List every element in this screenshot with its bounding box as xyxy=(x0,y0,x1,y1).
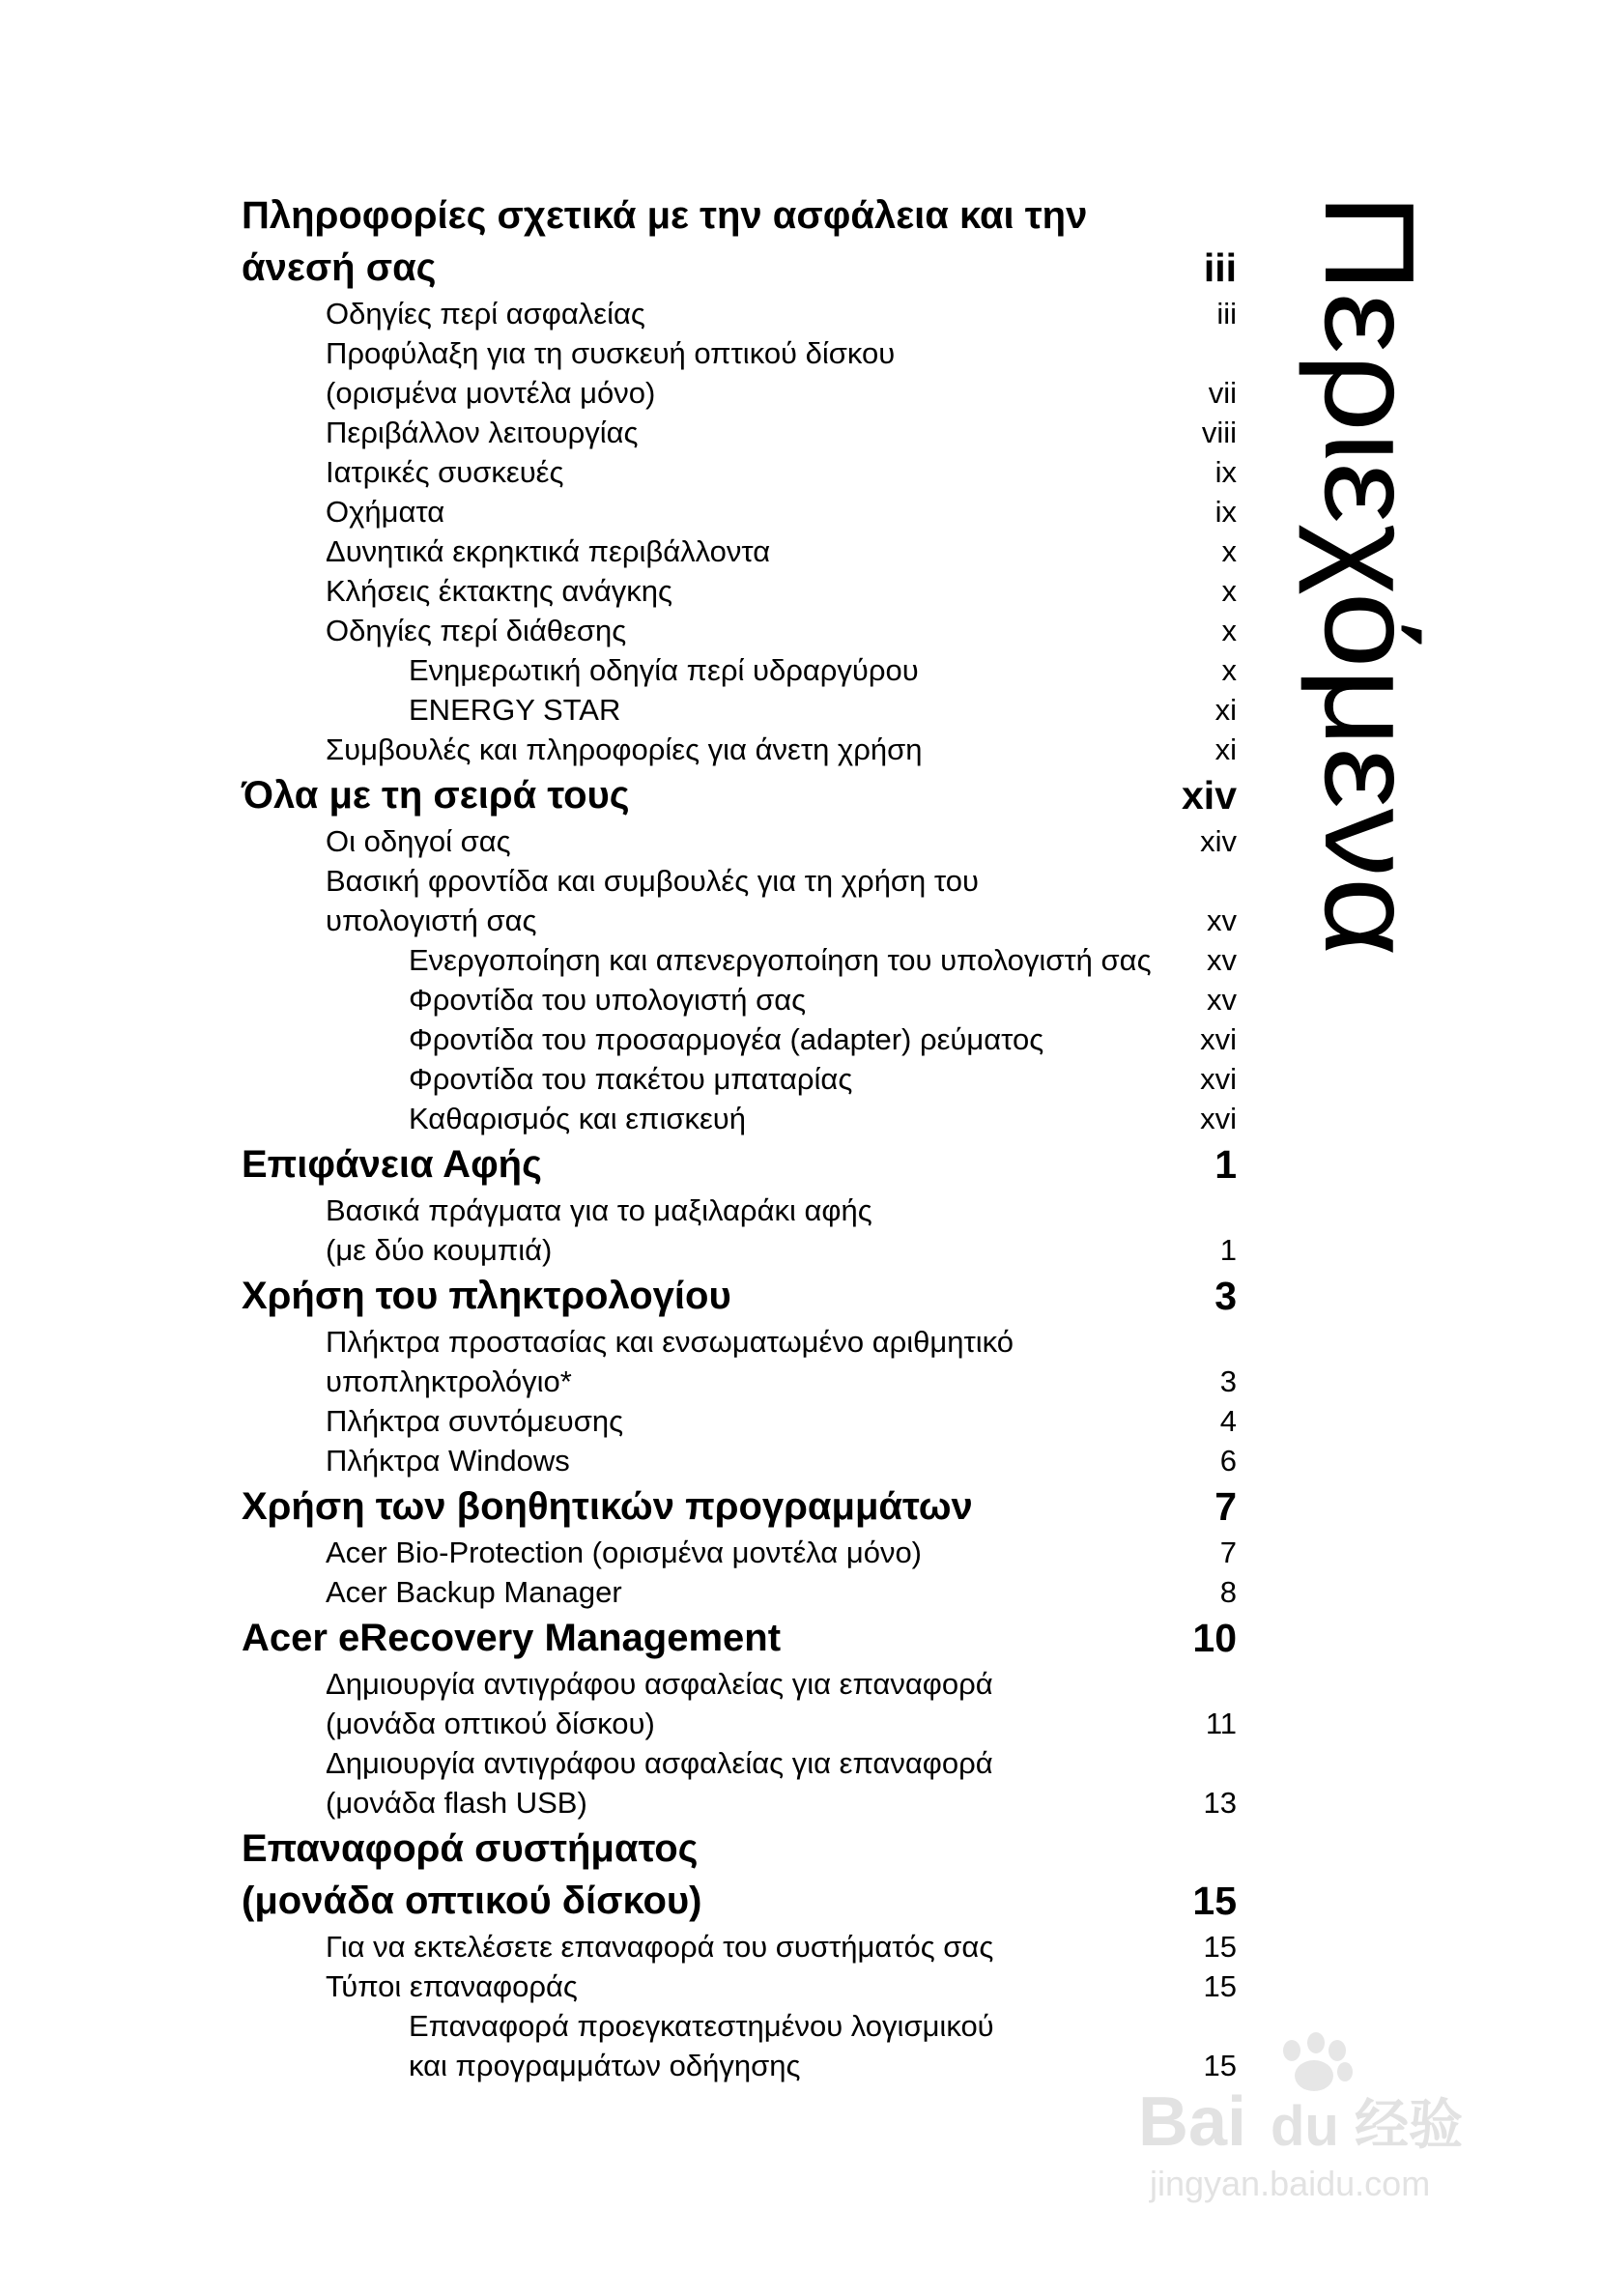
toc-page-number: xiv xyxy=(1182,773,1237,818)
toc-chapter[interactable] xyxy=(242,242,1237,294)
toc-page-number: 11 xyxy=(1205,1707,1237,1740)
toc-entry-title: Ιατρικές συσκευές xyxy=(326,455,564,489)
toc-entry-title: (ορισμένα μοντέλα μόνο) xyxy=(326,376,656,410)
toc-page-number: xv xyxy=(1207,904,1237,937)
toc-entry-title: Οδηγίες περί διάθεσης xyxy=(326,614,627,647)
toc-subsection[interactable] xyxy=(242,1019,1237,1059)
toc-entry-title: άνεσή σας xyxy=(242,246,437,289)
toc-entry-line: Βασική φροντίδα και συμβουλές για τη χρήση του xyxy=(326,864,979,898)
toc-page-number: 8 xyxy=(1219,1575,1237,1609)
toc-entry-title: υπολογιστή σας xyxy=(326,904,537,937)
toc-subsection[interactable] xyxy=(242,650,1237,690)
toc-entry-title: Επιφάνεια Αφής xyxy=(242,1143,542,1186)
toc-section[interactable] xyxy=(242,1783,1237,1822)
toc-page-number: xvi xyxy=(1200,1062,1237,1096)
toc-entry-title: Οχήματα xyxy=(326,495,445,529)
toc-page-number: ix xyxy=(1214,495,1237,529)
toc-entry-title: Περιβάλλον λειτουργίας xyxy=(326,416,639,449)
toc-entry-line: Βασικά πράγματα για το μαξιλαράκι αφής xyxy=(326,1193,872,1227)
toc-subsection[interactable] xyxy=(242,980,1237,1019)
toc-section[interactable] xyxy=(242,1362,1237,1401)
toc-entry-title: Χρήση του πληκτρολογίου xyxy=(242,1275,731,1317)
watermark-brand: Bai xyxy=(1138,2083,1247,2161)
toc-page-number: 1 xyxy=(1214,1142,1237,1187)
toc-section[interactable] xyxy=(242,1533,1237,1572)
toc-entry-line: Πλήκτρα προστασίας και ενσωματωμένο αριθμητικό xyxy=(326,1325,1014,1359)
toc-page-number: 15 xyxy=(1203,2049,1237,2082)
toc-page-number: xi xyxy=(1214,693,1237,727)
toc-entry-title: Για να εκτελέσετε επαναφορά του συστήματός σας xyxy=(326,1930,994,1964)
toc-entry-title: Οι οδηγοί σας xyxy=(326,824,511,858)
toc-entry-title: Συμβουλές και πληροφορίες για άνετη χρήση xyxy=(326,732,923,766)
toc-page-number: 15 xyxy=(1203,1969,1237,2003)
toc-entry-title: Ενεργοποίηση και απενεργοποίηση του υπολογιστή σας xyxy=(409,943,1152,977)
toc-page-number: 3 xyxy=(1214,1274,1237,1318)
toc-entry-title: Τύποι επαναφοράς xyxy=(326,1969,578,2003)
toc-entry-title: Acer Backup Manager xyxy=(326,1575,622,1609)
toc-page-number: 6 xyxy=(1219,1444,1237,1478)
toc-chapter[interactable] xyxy=(242,1270,1237,1322)
toc-entry-title: Πλήκτρα Windows xyxy=(326,1444,570,1478)
toc-section[interactable] xyxy=(242,1441,1237,1480)
toc-subsection[interactable] xyxy=(242,2046,1237,2085)
toc-entry-line: Πληροφορίες σχετικά με την ασφάλεια και την xyxy=(242,194,1088,237)
toc-section[interactable] xyxy=(242,821,1237,861)
toc-entry-line: Επαναφορά προεγκατεστημένου λογισμικού xyxy=(409,2009,994,2043)
toc-page-number: xvi xyxy=(1200,1102,1237,1135)
toc-section[interactable] xyxy=(242,1927,1237,1966)
toc-entry-title: και προγραμμάτων οδήγησης xyxy=(409,2049,801,2082)
toc-page-number: 7 xyxy=(1219,1535,1237,1569)
toc-page-number: ix xyxy=(1214,455,1237,489)
toc-section[interactable] xyxy=(242,531,1237,571)
toc-page-number: viii xyxy=(1201,416,1237,449)
toc-section[interactable] xyxy=(242,373,1237,413)
toc-chapter[interactable] xyxy=(242,769,1237,821)
toc-page-number: 15 xyxy=(1192,1879,1237,1923)
toc-page-number: 15 xyxy=(1203,1930,1237,1964)
toc-page-number: x xyxy=(1221,653,1237,687)
toc-chapter[interactable] xyxy=(242,1612,1237,1664)
toc-chapter[interactable] xyxy=(242,1480,1237,1533)
toc-entry-title: ENERGY STAR xyxy=(409,693,621,727)
toc-entry-title: Όλα με τη σειρά τους xyxy=(242,774,630,817)
toc-section[interactable] xyxy=(242,1704,1237,1743)
toc-page-number: 1 xyxy=(1219,1233,1237,1267)
side-title xyxy=(1299,193,1441,966)
toc-entry-title: Χρήση των βοηθητικών προγραμμάτων xyxy=(242,1485,973,1528)
toc-entry-title: Acer eRecovery Management xyxy=(242,1617,782,1659)
watermark-brand-du: du xyxy=(1271,2095,1339,2158)
toc-page-number: x xyxy=(1221,534,1237,568)
toc-section[interactable] xyxy=(242,1572,1237,1612)
toc-entry-title: Οδηγίες περί ασφαλείας xyxy=(326,297,645,330)
toc-subsection[interactable] xyxy=(242,1099,1237,1138)
table-of-contents xyxy=(242,189,1237,2085)
toc-entry-title: Φροντίδα του προσαρμογέα (adapter) ρεύματος xyxy=(409,1022,1044,1056)
toc-section[interactable] xyxy=(242,294,1237,333)
toc-entry-line: Προφύλαξη για τη συσκευή οπτικού δίσκου xyxy=(326,336,896,370)
toc-page-number: iii xyxy=(1216,297,1237,330)
toc-section[interactable] xyxy=(242,1230,1237,1270)
toc-section[interactable] xyxy=(242,1966,1237,2006)
toc-section[interactable] xyxy=(242,901,1237,940)
toc-page-number: iii xyxy=(1203,245,1237,290)
toc-page-number: vii xyxy=(1208,376,1237,410)
toc-subsection[interactable] xyxy=(242,690,1237,730)
toc-section[interactable] xyxy=(242,611,1237,650)
toc-page-number: 7 xyxy=(1214,1484,1237,1529)
side-title-text: Περιεχόμενα xyxy=(1299,193,1441,903)
toc-chapter[interactable] xyxy=(242,1138,1237,1191)
toc-entry-title: Ενημερωτική οδηγία περί υδραργύρου xyxy=(409,653,919,687)
toc-entry-title: (μονάδα flash USB) xyxy=(326,1786,587,1820)
toc-page-number: xv xyxy=(1207,943,1237,977)
toc-subsection[interactable] xyxy=(242,940,1237,980)
toc-page-number: x xyxy=(1221,574,1237,608)
toc-section[interactable] xyxy=(242,452,1237,492)
toc-subsection[interactable] xyxy=(242,1059,1237,1099)
toc-section[interactable] xyxy=(242,413,1237,452)
toc-section[interactable] xyxy=(242,492,1237,531)
toc-entry-line: Επαναφορά συστήματος xyxy=(242,1827,699,1870)
toc-page-number: 13 xyxy=(1203,1786,1237,1820)
toc-chapter[interactable] xyxy=(242,1875,1237,1927)
toc-entry-title: (μονάδα οπτικού δίσκου) xyxy=(242,1880,702,1922)
toc-entry-line: Δημιουργία αντιγράφου ασφαλείας για επαναφορά xyxy=(326,1667,993,1701)
toc-entry-title: Φροντίδα του υπολογιστή σας xyxy=(409,983,807,1017)
toc-page-number: xi xyxy=(1214,732,1237,766)
paw-icon xyxy=(1283,2032,1353,2091)
toc-page-number: xiv xyxy=(1200,824,1237,858)
toc-entry-title: (μονάδα οπτικού δίσκου) xyxy=(326,1707,655,1740)
toc-page-number: 3 xyxy=(1219,1364,1237,1398)
toc-section[interactable] xyxy=(242,571,1237,611)
toc-section[interactable] xyxy=(242,1401,1237,1441)
toc-entry-title: (με δύο κουμπιά) xyxy=(326,1233,553,1267)
toc-entry-line: Δημιουργία αντιγράφου ασφαλείας για επαναφορά xyxy=(326,1746,993,1780)
watermark xyxy=(1130,2029,1517,2223)
watermark-url: jingyan.baidu.com xyxy=(1150,2164,1431,2203)
toc-page-number: 10 xyxy=(1192,1616,1237,1660)
toc-entry-title: Καθαρισμός και επισκευή xyxy=(409,1102,746,1135)
toc-section[interactable] xyxy=(242,730,1237,769)
toc-page-number: x xyxy=(1221,614,1237,647)
toc-entry-title: Acer Bio-Protection (ορισμένα μοντέλα μόνο) xyxy=(326,1535,923,1569)
toc-entry-title: Κλήσεις έκτακτης ανάγκης xyxy=(326,574,672,608)
toc-entry-title: Δυνητικά εκρηκτικά περιβάλλοντα xyxy=(326,534,771,568)
watermark-cn: 经验 xyxy=(1355,2094,1463,2155)
toc-entry-title: υποπληκτρολόγιο* xyxy=(326,1364,572,1398)
toc-entry-title: Πλήκτρα συντόμευσης xyxy=(326,1404,624,1438)
toc-entry-title: Φροντίδα του πακέτου μπαταρίας xyxy=(409,1062,853,1096)
toc-page-number: xvi xyxy=(1200,1022,1237,1056)
toc-page-number: 4 xyxy=(1219,1404,1237,1438)
toc-page-number: xv xyxy=(1207,983,1237,1017)
